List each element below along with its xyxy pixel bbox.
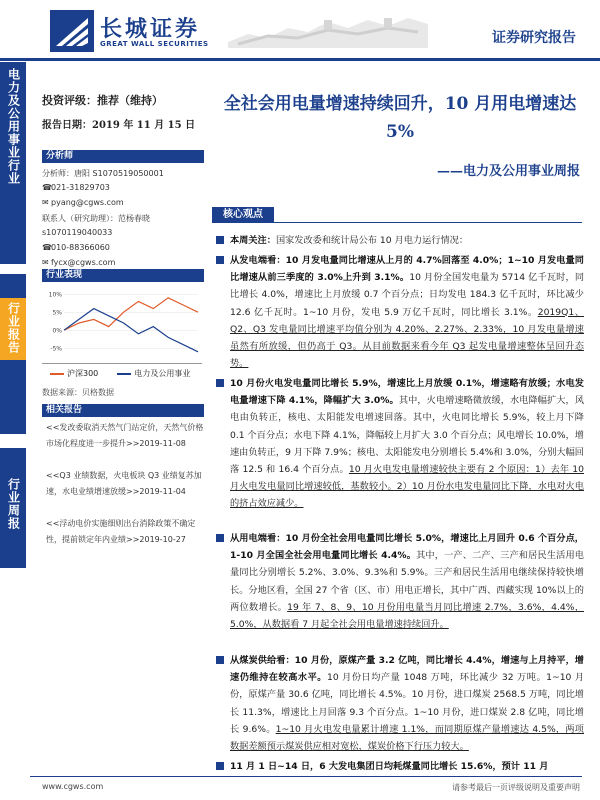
consumption-bold: 从用电端看：10 月份全社会用电量同比增长 5.0%，增速比上月回升 0.6 个百分点，1-10 月全国全社会用电量同比增长 4.4%。: [230, 533, 584, 562]
phone-icon: ☎: [42, 243, 52, 252]
related-report-1[interactable]: <<发改委取消天然气门站定价，天然气价格市场化程度进一步提升>>2019-11-08: [46, 423, 204, 448]
side-strip-weekly-text: 行业周报: [6, 478, 21, 530]
chart-legend: [50, 368, 190, 379]
generation-underline: 2019Q1、Q2、Q3 发电量同比增速平均值分别为 4.20%、2.27%、2.33%，10 月发电量增速虽然有所放缓，但仍高于 Q3。从目前数据来看今年 Q3 起发电量增速整体呈回升态势。: [230, 306, 584, 370]
industry-performance-chart: [42, 283, 202, 364]
legend-swatch-hs300: [50, 373, 64, 375]
bullet-icon: [216, 534, 224, 542]
consumption-text: 其中，一产、二产、三产和居民生活用电量同比分别增长 5.2%、3.0%、9.3%和 5.9%。三产和居民生活用电继续保持较快增长。分地区看，全国 27 个省（区、市）用电正增长，其中广西、西藏实现 10%以上的两位数增长。: [230, 550, 584, 613]
header-divider: [0, 58, 600, 61]
performance-section-head: 行业表现: [42, 269, 204, 282]
analyst-name: 分析师：唐阳 S1070519050001: [42, 169, 164, 178]
coal-bold: 从煤炭供给看：10 月份，原煤产量 3.2 亿吨，同比增长 4.4%，增速与上月持平，增速仍维持在较高水平。: [230, 655, 584, 684]
side-strip-industry: [0, 62, 26, 264]
footer-disclaimer: 请参考最后一页评级说明及重要声明: [452, 783, 580, 792]
contact-phone-text: 010-88366060: [51, 243, 110, 252]
legend-swatch-industry: [117, 373, 131, 375]
generation-paragraph: [216, 252, 584, 372]
thermal-hydro-paragraph: [216, 375, 584, 513]
coal-supply-paragraph: [216, 652, 584, 755]
bullet-icon: [216, 762, 224, 770]
bullet-icon: [216, 236, 224, 244]
side-strip-report: [0, 274, 26, 434]
related-report-2[interactable]: <<Q3 业绩数据，火电板块 Q3 业绩复苏加速，水电业绩增速放缓>>2019-11-04: [46, 471, 202, 496]
side-strip-industry-text: 电力及公用事业行业: [6, 68, 21, 185]
mail-icon: ✉: [42, 198, 49, 207]
focus-paragraph: [216, 232, 584, 249]
contact-name: 联系人（研究助理）：范杨春晓: [42, 214, 150, 223]
investment-rating: 投资评级：推荐（维持）: [42, 94, 163, 107]
report-title: 全社会用电量增速持续回升，10 月用电增速达 5%: [223, 94, 577, 142]
logo-mark-icon: [50, 10, 94, 52]
coal-text: 10 月份日均产量 1048 万吨，环比减少 32 万吨。1~10 月份，原煤产量 30.6 亿吨，同比增长 4.5%。10 月份，进口煤炭 2568.5 万吨，同比增长 11.3%，增速比上月回落 9.3 个百分点。1~10 月份，进口煤炭 2.8 亿吨，同比增长 9.6%。: [230, 672, 585, 735]
consumption-paragraph: [216, 530, 584, 633]
bullet-icon: [216, 656, 224, 664]
generation-text: 10 月份全国发电量为 5714 亿千瓦时，同比增长 4.0%，增速比上月放缓 0.7 个百分点；日均发电 184.3 亿千瓦时，环比减少 12.6 亿千瓦时。1~10 月份，发电 5.9 万亿千瓦时，同比增长 3.1%。: [230, 272, 585, 318]
analyst-section-head: 分析师: [42, 150, 204, 163]
bullet-icon: [216, 379, 224, 387]
side-strip-report-text: 行业报告: [6, 302, 21, 354]
analyst-email-text: pyang@cgws.com: [51, 198, 124, 207]
footer-url[interactable]: www.cgws.com: [42, 782, 104, 791]
thermal-text: 其中，火电增速略微放缓，水电降幅扩大，风电由负转正，核电、太阳能发电增速回落。其中，火电同比增长 5.9%，较上月下降 0.1 个百分点；水电下降 4.1%，降幅较上月扩大 3.0 个百分点；风电增长 10.0%，增速由负转正，9 月下降 7.9%；核电、太阳能发电分别增长 5.4%和 3.0%，分别大幅回落 12.5 和 16.4 个百分点。: [230, 395, 585, 476]
generation-bold: 从发电端看：10 月发电量同比增速从上月的 4.7%回落至 4.0%；1~10 月发电量同比增速从前三季度的 3.0%上升到 3.1%。: [230, 255, 584, 284]
phone-icon: ☎: [42, 183, 52, 192]
logo-text-cn: 长城证券: [100, 16, 201, 42]
y-tick-label: 10%: [48, 291, 62, 299]
core-view-divider: [212, 222, 582, 223]
y-tick-label: 5%: [52, 309, 62, 317]
data-source: 数据来源：贝格数据: [42, 388, 114, 397]
mail-icon: ✉: [42, 258, 49, 267]
contact-id: s1070119040033: [42, 228, 113, 237]
core-view-head: 核心观点: [212, 207, 274, 222]
legend-label-hs300: 沪深300: [67, 369, 99, 378]
footer-divider: [30, 776, 582, 777]
related-reports-head: 相关报告: [42, 404, 204, 417]
y-tick-label: -5%: [50, 345, 62, 353]
report-date: 报告日期：2019 年 11 月 15 日: [42, 120, 196, 131]
coal-consumption-bold: 11 月 1 日~14 日，6 大发电集团日均耗煤量同比增长 15.6%，预计 11 月: [230, 761, 549, 772]
company-logo: [50, 10, 220, 52]
y-tick-label: 0%: [52, 327, 62, 335]
great-wall-illustration: [228, 8, 428, 48]
coal-underline: 1~10 月火电发电量累计增速 1.1%，而同期原煤产量增速达 4.5%，两项数据差额预示煤炭供应相对宽松，煤炭价格下行压力较大。: [230, 723, 584, 753]
focus-label: 本周关注：: [230, 235, 276, 246]
report-type-label: 证券研究报告: [492, 30, 576, 46]
performance-chart-svg: [42, 283, 202, 363]
thermal-underline: 10 月火电发电量增速较快主要有 2 个原因：1）去年 10 月火电发电量同比增速较低，基数较小。2）10 月份水电发电量同比下降，水电对火电的挤占效应减少。: [230, 464, 584, 510]
focus-text: 国家发改委和统计局公布 10 月电力运行情况：: [275, 235, 469, 246]
side-strip-weekly: [0, 448, 26, 568]
consumption-underline: 19 年 7、8、9、10 月份用电量当月同比增速 2.7%，3.6%，4.4%，5.0%，从数据看 7 月起全社会用电量增速持续回升。: [230, 601, 585, 631]
report-header: [0, 0, 600, 60]
contact-email[interactable]: [42, 258, 115, 267]
contact-email-text: fycx@cgws.com: [51, 258, 116, 267]
contact-phone: [42, 243, 110, 252]
related-report-3[interactable]: <<浮动电价实施细则出台消除政策不确定性，提前锁定年内业绩>>2019-10-27: [46, 519, 196, 544]
logo-text-en: GREAT WALL SECURITIES: [100, 40, 209, 48]
report-subtitle: ——电力及公用事业周报: [436, 164, 580, 179]
coal-consumption-paragraph: [216, 758, 584, 775]
bullet-icon: [216, 256, 224, 264]
legend-label-industry: 电力及公用事业: [134, 369, 191, 378]
series-line-0: [64, 298, 198, 330]
thermal-bold: 10 月份火电发电量同比增长 5.9%，增速比上月放缓 0.1%，增速略有放缓；水电发电量增速下降 4.1%，降幅扩大 3.0%。: [230, 378, 584, 407]
analyst-phone: [42, 183, 110, 192]
analyst-phone-text: 021-31829703: [51, 183, 110, 192]
analyst-email[interactable]: [42, 198, 124, 207]
